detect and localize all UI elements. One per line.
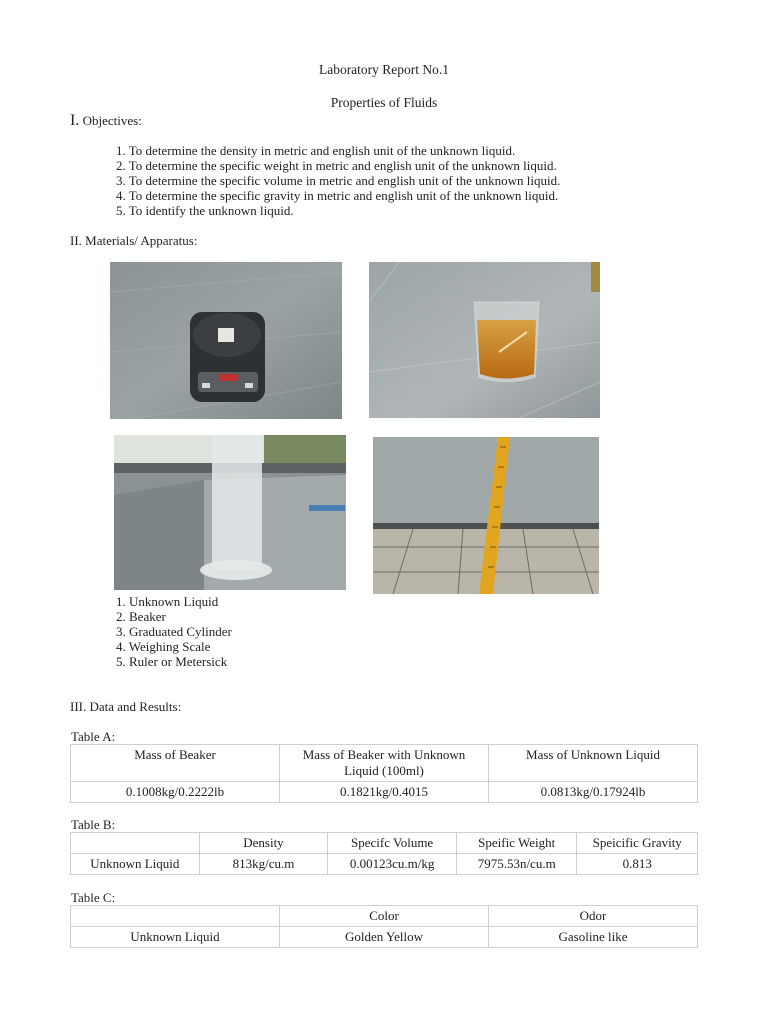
- table-row: [71, 745, 698, 782]
- table-header-cell: [71, 833, 200, 854]
- table-row: [71, 833, 698, 854]
- table-cell: 0.00123cu.m/kg: [328, 854, 457, 875]
- table-c-caption: Table C:: [71, 890, 116, 905]
- table-c: [70, 905, 698, 948]
- report-subtitle: Properties of Fluids: [330, 95, 438, 110]
- table-header-cell: Specifc Volume: [328, 833, 457, 854]
- table-header-cell: Density: [199, 833, 328, 854]
- table-header-cell: Speicific Gravity: [577, 833, 698, 854]
- table-cell: Golden Yellow: [280, 927, 489, 948]
- objective-item: 1. To determine the density in metric and english unit of the unknown liquid.: [116, 143, 516, 158]
- table-cell: 0.0813kg/0.17924lb: [489, 782, 698, 803]
- material-item: 3. Graduated Cylinder: [116, 624, 232, 639]
- table-a-caption: Table A:: [71, 729, 116, 744]
- objectives-list: [116, 143, 560, 218]
- ruler-photo: [373, 437, 599, 594]
- table-row: [71, 927, 698, 948]
- material-item: 4. Weighing Scale: [116, 639, 211, 654]
- table-header-cell: Odor: [489, 906, 698, 927]
- objective-item: 5. To identify the unknown liquid.: [116, 203, 294, 218]
- material-item: 1. Unknown Liquid: [116, 594, 219, 609]
- objective-item: 2. To determine the specific weight in metric and english unit of the unknown liquid.: [116, 158, 557, 173]
- material-item: 5. Ruler or Metersick: [116, 654, 228, 669]
- table-cell: 0.1821kg/0.4015: [280, 782, 489, 803]
- table-cell: 813kg/cu.m: [199, 854, 328, 875]
- table-cell: Unknown Liquid: [71, 927, 280, 948]
- materials-list: [116, 594, 232, 669]
- material-item: 2. Beaker: [116, 609, 166, 624]
- table-cell: Gasoline like: [489, 927, 698, 948]
- table-row: [71, 782, 698, 803]
- graduated-cylinder-photo: [114, 435, 346, 590]
- beaker-photo: [369, 262, 600, 418]
- table-cell: 7975.53n/cu.m: [456, 854, 577, 875]
- table-header-cell: Mass of Beaker: [71, 745, 280, 782]
- table-cell: Unknown Liquid: [71, 854, 200, 875]
- table-b: [70, 832, 698, 875]
- objective-item: 3. To determine the specific volume in metric and english unit of the unknown liquid.: [116, 173, 561, 188]
- objectives-heading: [70, 112, 142, 130]
- report-title: Laboratory Report No.1: [318, 62, 450, 77]
- objectives-numeral: I.: [70, 112, 80, 129]
- table-a: [70, 744, 698, 803]
- table-row: [71, 854, 698, 875]
- objective-item: 4. To determine the specific gravity in metric and english unit of the unknown liquid.: [116, 188, 559, 203]
- table-row: [71, 906, 698, 927]
- table-header-cell: Color: [280, 906, 489, 927]
- objectives-label: Objectives:: [82, 113, 142, 128]
- table-cell: 0.1008kg/0.2222lb: [71, 782, 280, 803]
- table-header-cell: Mass of Unknown Liquid: [489, 745, 698, 782]
- table-header-cell: [71, 906, 280, 927]
- table-b-caption: Table B:: [71, 817, 116, 832]
- weighing-scale-photo: [110, 262, 342, 419]
- table-header-cell: Mass of Beaker with Unknown Liquid (100ml): [280, 745, 489, 782]
- results-heading: III. Data and Results:: [70, 699, 182, 714]
- table-cell: 0.813: [577, 854, 698, 875]
- materials-heading: II. Materials/ Apparatus:: [70, 233, 198, 248]
- table-header-cell: Speific Weight: [456, 833, 577, 854]
